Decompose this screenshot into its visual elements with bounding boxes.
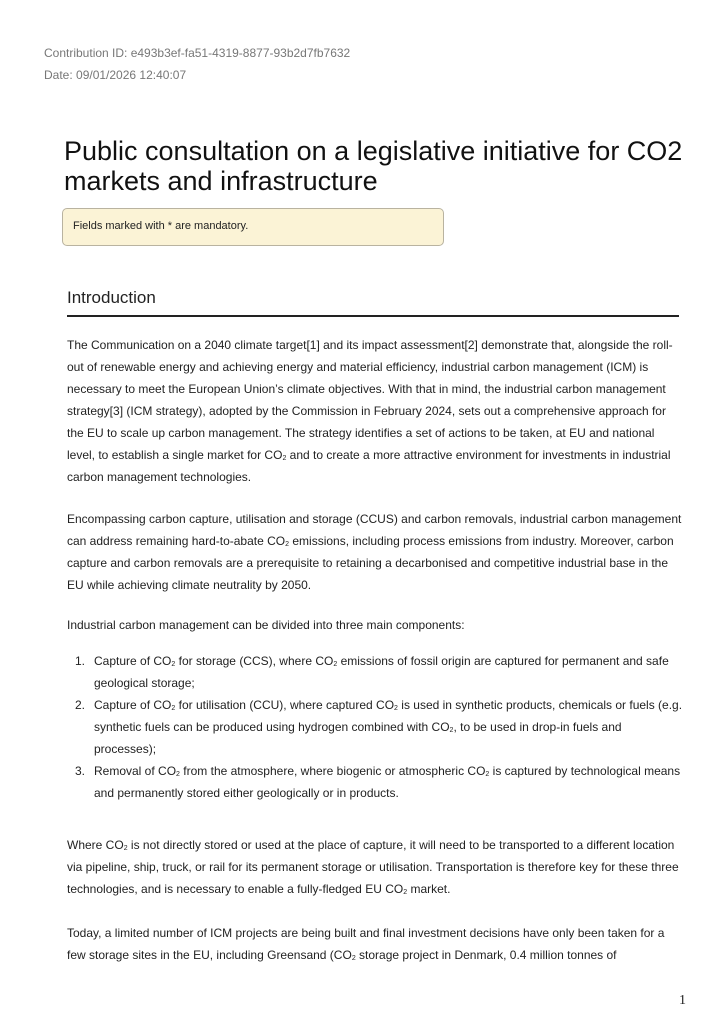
paragraph-3: Industrial carbon management can be divided into three main components: — [67, 618, 465, 632]
notice-text: Fields marked with * are mandatory. — [73, 220, 249, 232]
page-title: Public consultation on a legislative initiative for CO2 markets and infrastructure — [64, 136, 683, 196]
paragraph-2: Encompassing carbon capture, utilisation and storage (CCUS) and carbon removals, industrial carbon management can address remaining hard-to-abate $CO_2$ emissions, including process emissions from industry. Moreover, carbon capture and carbon removals are a prerequisite to retaining a decarbonised and competitive industrial base in the EU while achieving climate neutrality by 2050. — [67, 512, 682, 592]
submission-date: Date: 09/01/2026 12:40:07 — [44, 68, 187, 82]
paragraph-1: The Communication on a 2040 climate target[1] and its impact assessment[2] demonstrate that, alongside the roll-out of renewable energy and achieving energy and material efficiency, industrial carbon management (ICM) is necessary to meet the European Union’s climate objectives. With that in mind, the industrial carbon management strategy[3] (ICM strategy), adopted by the Commission in February 2024, sets out a comprehensive approach for the EU to scale up carbon management. The strategy identifies a set of actions to be taken, at EU and national level, to establish a single market for $CO_2$ and to create a more attractive environment for investments in industrial carbon management technologies. — [67, 338, 673, 484]
mandatory-fields-notice — [62, 208, 444, 246]
section-divider — [67, 315, 679, 317]
list-item: 3. Removal of $CO_2$ from the atmosphere, where biogenic or atmospheric $CO_2$ is captured by technological means and permanently stored either geologically or in products. — [75, 764, 681, 800]
contribution-id: Contribution ID: e493b3ef-fa51-4319-8877-93b2d7fb7632 — [44, 46, 351, 60]
paragraph-5: Today, a limited number of ICM projects are being built and final investment decisions have only been taken for a few storage sites in the EU, including Greensand ($CO_2$ storage project in Denmark, 0.4 million tonnes of — [67, 926, 665, 962]
paragraph-4: Where $CO_2$ is not directly stored or used at the place of capture, it will need to be transported to a different location via pipeline, ship, truck, or rail for its permanent storage or utilisation. Transportation is therefore key for these three technologies, and is necessary to enable a fully-fledged EU $CO_2$ market. — [67, 838, 679, 896]
page-number: 1 — [679, 993, 686, 1008]
list-item: 2. Capture of $CO_2$ for utilisation (CCU), where captured $CO_2$ is used in synthetic products, chemicals or fuels (e.g. synthetic fuels can be produced using hydrogen combined with $CO_2$, to be used in drop-in fuels and processes); — [75, 698, 683, 756]
components-list — [67, 650, 685, 804]
list-item: 1. Capture of $CO_2$ for storage (CCS), where $CO_2$ emissions of fossil origin are captured for permanent and safe geological storage; — [75, 654, 669, 690]
section-heading: Introduction — [67, 288, 156, 307]
